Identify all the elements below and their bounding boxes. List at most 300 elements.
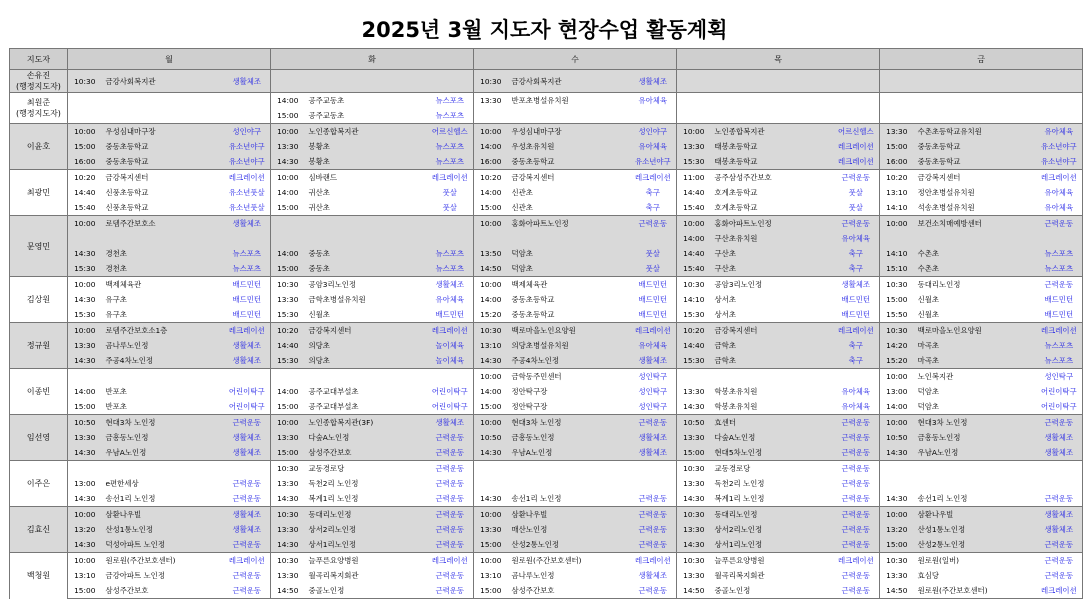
- tue-session-time: [271, 216, 305, 232]
- tue-session-program: 근력운동: [427, 522, 474, 537]
- mon-session-place: 원로원(주간보호센터): [102, 553, 224, 569]
- fri-session-time: 14:30: [886, 494, 908, 503]
- tue-session-place: 상서2리노인정: [305, 522, 427, 537]
- thu-session-place: 구산초: [711, 246, 833, 261]
- thu-session-place: 금학초: [711, 353, 833, 369]
- table-row: [10, 369, 1083, 385]
- thu-session-time: 15:30: [677, 154, 711, 170]
- thu-session-time: 13:30: [683, 387, 705, 396]
- thu-session-place: 노인종합복지관: [711, 124, 833, 140]
- tue-session-place: [305, 70, 427, 93]
- thu-session-place: 태봉초등학교: [711, 154, 833, 170]
- thu-session-place: 호계초등학교: [714, 203, 758, 212]
- wed-session-time: 15:00: [474, 537, 508, 553]
- instructor-name: 이종빈: [10, 369, 68, 415]
- wed-session-program: 축구: [630, 185, 677, 200]
- table-row: [10, 154, 1083, 170]
- wed-session-program: 생활체조: [630, 430, 677, 445]
- thu-session-time: [677, 70, 711, 93]
- wed-session-time: 10:20: [474, 170, 508, 186]
- mon-session-program: [224, 108, 271, 124]
- wed-session-time: 16:00: [474, 154, 508, 170]
- tue-session-place: 독천2리 노인정: [308, 479, 359, 488]
- mon-session-program: 어린이탁구: [224, 384, 271, 399]
- tue-session-time: 15:00: [271, 445, 305, 461]
- wed-session-place: 매산노인정: [508, 522, 630, 537]
- fri-session-program: 뉴스포츠: [1036, 246, 1083, 261]
- fri-session-place: [914, 476, 1036, 491]
- tue-session-time: 15:00: [277, 111, 299, 120]
- mon-session-program: 레크레이션: [224, 170, 271, 186]
- wed-session-time: [474, 476, 508, 491]
- thu-session-program: 축구: [833, 353, 880, 369]
- table-row: [10, 70, 1083, 93]
- thu-session-program: [833, 108, 880, 124]
- fri-session-time: 10:50: [880, 430, 914, 445]
- fri-session-place: 마곡초: [914, 353, 1036, 369]
- table-row: [10, 353, 1083, 369]
- fri-session-place: 중동초등학교: [914, 139, 1036, 154]
- wed-session-place: 송선1리 노인정: [511, 494, 562, 503]
- mon-session-time: 13:10: [74, 571, 96, 580]
- wed-session-program: 생활체조: [630, 445, 677, 461]
- tue-session-program: 뉴스포츠: [427, 246, 474, 261]
- header-instructor: 지도자: [10, 49, 68, 70]
- wed-session-time: 15:00: [480, 203, 502, 212]
- wed-session-program: 레크레이션: [630, 323, 677, 339]
- tue-session-program: [427, 369, 474, 385]
- thu-session-place: [711, 93, 833, 109]
- fri-session-time: 15:10: [880, 261, 914, 277]
- thu-session-place: 효센터: [711, 415, 833, 431]
- tue-session-time: 15:30: [271, 353, 305, 369]
- thu-session-place: [711, 70, 833, 93]
- instructor-name: 김상원: [10, 277, 68, 323]
- tue-session-time: 13:30: [271, 430, 305, 445]
- fri-session-place: 신월초: [917, 310, 939, 319]
- thu-session-program: 배드민턴: [833, 307, 880, 323]
- wed-session-time: 14:50: [474, 261, 508, 277]
- tue-session-place: 삼성주간보호: [305, 445, 427, 461]
- table-row: [10, 216, 1083, 232]
- wed-session-program: 풋살: [630, 246, 677, 261]
- tue-session-program: 근력운동: [427, 537, 474, 553]
- table-row: [10, 384, 1083, 399]
- mon-session-time: 10:00: [68, 323, 102, 339]
- fri-session-place: 석송초병설유치원: [917, 203, 975, 212]
- fri-session-place: 송선1리 노인정: [917, 494, 968, 503]
- tue-session-place: 금강복지센터: [305, 323, 427, 339]
- header-wed: 수: [474, 49, 677, 70]
- wed-session-place: [508, 461, 630, 477]
- wed-session-place: 삼성주간보호: [508, 583, 630, 599]
- mon-session-time: 14:30: [74, 494, 96, 503]
- fri-session-time: 15:00: [880, 537, 914, 553]
- wed-session-time: 13:10: [480, 571, 502, 580]
- tue-session-program: 근력운동: [427, 430, 474, 445]
- thu-session-place: 학봉초유치원: [714, 402, 758, 411]
- thu-session-time: 13:30: [677, 522, 711, 537]
- thu-session-place: 중골노인정: [711, 583, 833, 599]
- wed-session-place: 백로마을노인요양원: [508, 323, 630, 339]
- tue-session-program: 근력운동: [427, 491, 474, 507]
- instructor-name: 임선영: [10, 415, 68, 461]
- mon-session-place: 신풍초등학교: [105, 203, 149, 212]
- thu-session-place: 복계1리 노인정: [714, 494, 765, 503]
- mon-session-time: 15:00: [68, 583, 102, 599]
- wed-session-program: 유아체육: [630, 139, 677, 154]
- table-row: [10, 139, 1083, 154]
- fri-session-program: 어린이탁구: [1036, 384, 1083, 399]
- table-row: [10, 399, 1083, 415]
- fri-session-time: 10:00: [880, 369, 914, 385]
- thu-session-place: [711, 108, 833, 124]
- wed-session-place: 주공4차노인정: [508, 353, 630, 369]
- tue-session-place: 의당초: [305, 338, 427, 353]
- mon-session-place: 금강복지센터: [102, 170, 224, 186]
- wed-session-place: 중동초등학교: [508, 154, 630, 170]
- wed-session-program: [630, 461, 677, 477]
- thu-session-time: 14:00: [677, 231, 711, 246]
- table-row: [10, 415, 1083, 431]
- wed-session-place: 반포초병설유치원: [508, 93, 630, 109]
- fri-session-time: 15:50: [886, 310, 908, 319]
- mon-session-place: e편한세상: [105, 479, 139, 488]
- fri-session-time: [880, 231, 914, 246]
- thu-session-place: 호계초등학교: [714, 188, 758, 197]
- tue-session-place: 상서1리노인정: [305, 537, 427, 553]
- mon-session-time: 10:30: [68, 70, 102, 93]
- mon-session-time: 10:00: [68, 277, 102, 293]
- fri-session-time: 10:00: [880, 216, 914, 232]
- tue-session-program: 생활체조: [427, 277, 474, 293]
- wed-session-time: 10:30: [474, 323, 508, 339]
- tue-session-place: 중골노인정: [305, 583, 427, 599]
- table-row: [10, 124, 1083, 140]
- fri-session-time: 13:00: [886, 387, 908, 396]
- table-row: [10, 108, 1083, 124]
- tue-session-time: 13:30: [277, 479, 299, 488]
- wed-session-time: 10:50: [474, 430, 508, 445]
- thu-session-program: 유아체육: [833, 399, 880, 415]
- fri-session-program: [1036, 461, 1083, 477]
- thu-session-time: 13:30: [683, 571, 705, 580]
- wed-session-place: 중동초등학교: [511, 310, 555, 319]
- fri-session-program: [1036, 108, 1083, 124]
- fri-session-program: 성인탁구: [1036, 369, 1083, 385]
- thu-session-program: 근력운동: [833, 507, 880, 523]
- mon-session-time: 14:30: [68, 445, 102, 461]
- tue-session-program: [427, 70, 474, 93]
- table-row: [10, 277, 1083, 293]
- mon-session-program: 생활체조: [224, 522, 271, 537]
- tue-session-time: 15:00: [277, 203, 299, 212]
- tue-session-place: 공주교동초: [308, 111, 345, 120]
- mon-session-time: 14:30: [68, 246, 102, 261]
- fri-session-time: 14:10: [886, 203, 908, 212]
- mon-session-time: 15:00: [74, 402, 96, 411]
- thu-session-program: [833, 369, 880, 385]
- mon-session-program: 근력운동: [224, 476, 271, 491]
- table-row: [10, 476, 1083, 491]
- wed-session-program: 근력운동: [630, 216, 677, 232]
- tue-session-time: 10:00: [271, 415, 305, 431]
- thu-session-place: 상서2리노인정: [711, 522, 833, 537]
- fri-session-program: 생활체조: [1036, 522, 1083, 537]
- thu-session-program: 근력운동: [833, 170, 880, 186]
- tue-session-time: 13:30: [277, 571, 299, 580]
- mon-session-time: 14:30: [68, 537, 102, 553]
- wed-session-place: 우성초유치원: [508, 139, 630, 154]
- wed-session-program: 유소년야구: [630, 154, 677, 170]
- tue-session-program: 뉴스포츠: [427, 139, 474, 154]
- mon-session-place: [102, 108, 224, 124]
- tue-session-time: 10:00: [271, 170, 305, 186]
- tue-session-place: 봉황초: [305, 154, 427, 170]
- wed-session-program: 레크레이션: [630, 170, 677, 186]
- fri-session-time: [880, 108, 914, 124]
- mon-session-time: 15:30: [68, 261, 102, 277]
- fri-session-place: 덕암초: [917, 387, 939, 396]
- mon-session-time: [68, 369, 102, 385]
- fri-session-place: [914, 108, 1036, 124]
- thu-session-time: [677, 369, 711, 385]
- thu-session-time: 13:30: [677, 430, 711, 445]
- fri-session-time: 10:20: [880, 170, 914, 186]
- mon-session-time: 15:40: [74, 203, 96, 212]
- fri-session-program: [1036, 231, 1083, 246]
- thu-session-place: 교동경로당: [711, 461, 833, 477]
- wed-session-time: 14:00: [480, 188, 502, 197]
- tue-session-program: 근력운동: [427, 507, 474, 523]
- thu-session-time: 14:40: [677, 246, 711, 261]
- thu-session-program: 근력운동: [833, 415, 880, 431]
- mon-session-place: 중동초등학교: [102, 154, 224, 170]
- thu-session-time: 11:00: [677, 170, 711, 186]
- mon-session-place: 금강사회복지관: [102, 70, 224, 93]
- fri-session-place: 수촌초: [914, 246, 1036, 261]
- wed-session-program: 생활체조: [630, 353, 677, 369]
- wed-session-time: 10:00: [474, 415, 508, 431]
- wed-session-program: 근력운동: [630, 507, 677, 523]
- table-row: [10, 231, 1083, 246]
- table-row: [10, 507, 1083, 523]
- wed-session-program: 유아체육: [630, 338, 677, 353]
- tue-session-program: 유아체육: [427, 292, 474, 307]
- table-row: [10, 537, 1083, 553]
- thu-session-program: 유아체육: [833, 231, 880, 246]
- thu-session-time: 10:30: [677, 507, 711, 523]
- tue-session-place: 의당초: [305, 353, 427, 369]
- thu-session-program: 근력운동: [833, 476, 880, 491]
- thu-session-program: 근력운동: [833, 568, 880, 583]
- mon-session-place: 주공4차노인정: [102, 353, 224, 369]
- tue-session-place: 귀산초: [308, 188, 330, 197]
- thu-session-place: 동대리노인정: [711, 507, 833, 523]
- fri-session-place: 금강복지센터: [914, 170, 1036, 186]
- wed-session-program: 성인야구: [630, 124, 677, 140]
- wed-session-program: 근력운동: [630, 522, 677, 537]
- tue-session-program: [427, 231, 474, 246]
- tue-session-place: 동대리노인정: [305, 507, 427, 523]
- tue-session-time: 10:30: [271, 507, 305, 523]
- thu-session-program: 축구: [833, 338, 880, 353]
- mon-session-place: 삼환나우빌: [102, 507, 224, 523]
- fri-session-time: 14:20: [880, 338, 914, 353]
- mon-session-place: [102, 93, 224, 109]
- fri-session-time: 10:00: [880, 507, 914, 523]
- mon-session-time: 10:50: [68, 415, 102, 431]
- fri-session-program: [1036, 476, 1083, 491]
- wed-session-program: 성인탁구: [630, 384, 677, 399]
- mon-session-program: 근력운동: [224, 415, 271, 431]
- fri-session-place: 원로원(일버): [914, 553, 1036, 569]
- table-row: [10, 323, 1083, 339]
- tue-session-place: 노인종합복지관(3F): [305, 415, 427, 431]
- table-row: [10, 583, 1083, 599]
- thu-session-place: 구산초유치원: [711, 231, 833, 246]
- wed-session-program: 근력운동: [630, 583, 677, 599]
- wed-session-place: [508, 231, 630, 246]
- thu-session-program: 풋살: [833, 200, 880, 216]
- tue-session-program: 뉴스포츠: [427, 154, 474, 170]
- mon-session-program: 어린이탁구: [224, 399, 271, 415]
- fri-session-place: 우남A노인정: [914, 445, 1036, 461]
- tue-session-time: 14:00: [277, 188, 299, 197]
- fri-session-place: 마곡초: [914, 338, 1036, 353]
- fri-session-time: 14:30: [880, 445, 914, 461]
- wed-session-program: 배드민턴: [630, 277, 677, 293]
- wed-session-place: 정안탁구장: [511, 387, 548, 396]
- tue-session-time: [271, 231, 305, 246]
- thu-session-place: 늘푸른요양병원: [711, 553, 833, 569]
- fri-session-program: 근력운동: [1036, 537, 1083, 553]
- wed-session-time: [474, 461, 508, 477]
- thu-session-place: 구산초: [711, 261, 833, 277]
- thu-session-program: 근력운동: [833, 461, 880, 477]
- wed-session-time: 14:00: [474, 139, 508, 154]
- wed-session-time: 10:30: [474, 70, 508, 93]
- tue-session-time: 10:30: [271, 553, 305, 569]
- table-row: [10, 553, 1083, 569]
- mon-session-program: 생활체조: [224, 445, 271, 461]
- mon-session-time: [68, 108, 102, 124]
- thu-session-program: 레크레이션: [833, 323, 880, 339]
- wed-session-program: 배드민턴: [630, 307, 677, 323]
- fri-session-time: [880, 70, 914, 93]
- thu-session-program: 유아체육: [833, 384, 880, 399]
- tue-session-program: 놀이체육: [427, 338, 474, 353]
- tue-session-place: 늘푸른요양병원: [305, 553, 427, 569]
- thu-session-time: 10:30: [677, 461, 711, 477]
- fri-session-program: [1036, 70, 1083, 93]
- wed-session-place: 중동초등학교: [511, 295, 555, 304]
- fri-session-place: 신월초: [917, 295, 939, 304]
- wed-session-place: 백제체육관: [508, 277, 630, 293]
- fri-session-program: 레크레이션: [1036, 170, 1083, 186]
- tue-session-time: 13:30: [271, 522, 305, 537]
- thu-session-program: 어르신헬스: [833, 124, 880, 140]
- tue-session-place: 다숲A노인정: [305, 430, 427, 445]
- fri-session-program: 레크레이션: [1036, 583, 1083, 599]
- fri-session-program: 근력운동: [1036, 568, 1083, 583]
- tue-session-program: 풋살: [427, 185, 474, 200]
- tue-session-place: 노인종합복지관: [305, 124, 427, 140]
- wed-session-program: [630, 108, 677, 124]
- mon-session-time: 10:20: [68, 170, 102, 186]
- thu-session-time: 15:40: [683, 203, 705, 212]
- wed-session-time: 10:00: [474, 216, 508, 232]
- thu-session-place: 월곡리복지회관: [714, 571, 765, 580]
- thu-session-place: 공주삼성주간보호: [711, 170, 833, 186]
- mon-session-place: 로뎀주간보호소: [102, 216, 224, 232]
- tue-session-time: 10:30: [271, 277, 305, 293]
- mon-session-program: 유소년야구: [224, 154, 271, 170]
- wed-session-time: 13:30: [474, 93, 508, 109]
- wed-session-program: 성인탁구: [630, 369, 677, 385]
- tue-session-place: 공암3리노인정: [305, 277, 427, 293]
- fri-session-time: 16:00: [880, 154, 914, 170]
- thu-session-program: 근력운동: [833, 522, 880, 537]
- thu-session-program: 근력운동: [833, 491, 880, 507]
- mon-session-time: 13:00: [74, 479, 96, 488]
- tue-session-program: 놀이체육: [427, 353, 474, 369]
- tue-session-program: [427, 216, 474, 232]
- thu-session-time: 10:00: [677, 216, 711, 232]
- wed-session-time: 14:00: [480, 387, 502, 396]
- mon-session-place: [102, 369, 224, 385]
- mon-session-time: 10:00: [68, 553, 102, 569]
- mon-session-place: 반포초: [105, 402, 127, 411]
- tue-session-program: 근력운동: [427, 461, 474, 477]
- mon-session-program: 근력운동: [224, 537, 271, 553]
- mon-session-program: 뉴스포츠: [224, 261, 271, 277]
- instructor-name: 이주은: [10, 461, 68, 507]
- tue-session-program: 레크레이션: [427, 170, 474, 186]
- tue-session-program: 배드민턴: [427, 307, 474, 323]
- fri-session-place: 정안초병설유치원: [917, 188, 975, 197]
- tue-session-program: 풋살: [427, 200, 474, 216]
- fri-session-time: 10:00: [880, 415, 914, 431]
- tue-session-time: 13:30: [271, 139, 305, 154]
- thu-session-place: 공암3리노인정: [711, 277, 833, 293]
- tue-session-time: 14:00: [271, 93, 305, 109]
- wed-session-place: 덕암초: [508, 246, 630, 261]
- thu-session-program: 근력운동: [833, 537, 880, 553]
- thu-session-place: 금강복지센터: [711, 323, 833, 339]
- mon-session-place: 산성1통노인정: [102, 522, 224, 537]
- tue-session-time: 14:00: [277, 387, 299, 396]
- fri-session-program: 유소년야구: [1036, 139, 1083, 154]
- table-row: [10, 185, 1083, 200]
- thu-session-time: 14:30: [683, 402, 705, 411]
- table-row: [10, 568, 1083, 583]
- tue-session-program: 생활체조: [427, 415, 474, 431]
- fri-session-place: 삼환나우빌: [914, 507, 1036, 523]
- thu-session-time: 15:40: [677, 261, 711, 277]
- thu-session-time: 14:30: [677, 537, 711, 553]
- wed-session-time: 14:00: [480, 295, 502, 304]
- fri-session-place: 수촌초: [914, 261, 1036, 277]
- wed-session-place: 원로원(주간보호센터): [508, 553, 630, 569]
- fri-session-time: [880, 93, 914, 109]
- fri-session-time: 15:00: [880, 139, 914, 154]
- wed-session-place: 덕암초: [508, 261, 630, 277]
- tue-session-program: 뉴스포츠: [427, 261, 474, 277]
- mon-session-program: 생활체조: [224, 430, 271, 445]
- tue-session-program: 근력운동: [427, 583, 474, 599]
- tue-session-place: 봉황초: [305, 139, 427, 154]
